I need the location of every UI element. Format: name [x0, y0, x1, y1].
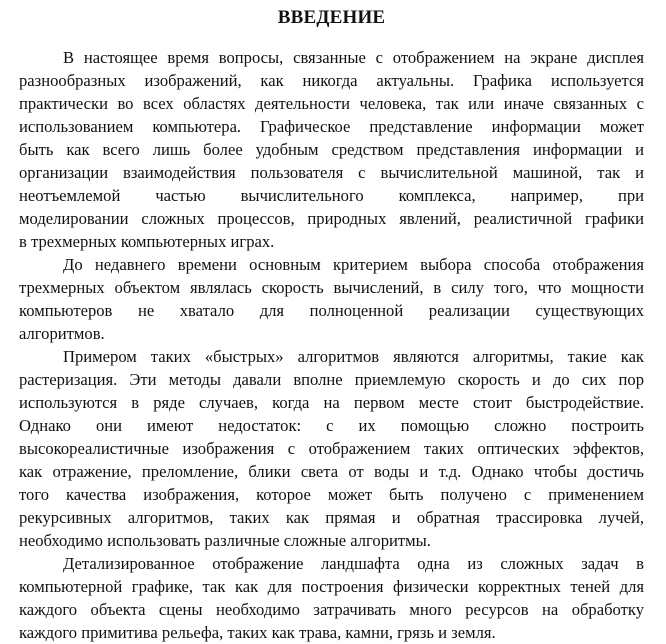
paragraph-4: [19, 552, 644, 644]
text-line: Однако они имеют недостаток: с их помощью сложно построить: [19, 416, 644, 435]
text-line: каждого примитива рельефа, таких как трава, камни, грязь и земля.: [19, 623, 496, 642]
text-line: алгоритмов.: [19, 324, 105, 343]
text-line: каждого объекта сцены необходимо затрачивать много ресурсов на обработку: [19, 600, 644, 619]
text-line: Детализированное отображение ландшафта одна из сложных задач в: [63, 554, 644, 573]
text-line: разнообразных изображений, как никогда актуальны. Графика используется: [19, 71, 644, 90]
text-line: моделировании сложных процессов, природных явлений, реалистичной графики: [19, 209, 644, 228]
text-line: рекурсивных алгоритмов, таких как прямая и обратная трассировка лучей,: [19, 508, 644, 527]
text-line: неотъемлемой частью вычислительного комплекса, например, при: [19, 186, 644, 205]
text-line: быть как всего лишь более удобным средством представления информации и: [19, 140, 644, 159]
text-line: компьютерной графике, так как для построения физически корректных теней для: [19, 577, 644, 596]
text-line: как отражение, преломление, блики света от воды и т.д. Однако чтобы достичь: [19, 462, 644, 481]
text-line: практически во всех областях деятельности человека, так или иначе связанных с: [19, 94, 644, 113]
text-line: использованием компьютера. Графическое представление информации может: [19, 117, 644, 136]
text-line: высокореалистичные изображения с отображением таких оптических эффектов,: [19, 439, 644, 458]
text-line: До недавнего времени основным критерием выбора способа отображения: [63, 255, 644, 274]
text-line: Примером таких «быстрых» алгоритмов являются алгоритмы, такие как: [63, 347, 644, 366]
paragraph-1: [19, 46, 644, 253]
text-line: в трехмерных компьютерных играх.: [19, 232, 275, 251]
text-line: растеризация. Эти методы давали вполне приемлемую скорость и до сих пор: [19, 370, 644, 389]
paragraph-2: [19, 253, 644, 345]
text-line: трехмерных объектом являлась скорость вычислений, в силу того, что мощности: [19, 278, 644, 297]
text-line: компьютеров не хватало для полноценной реализации существующих: [19, 301, 644, 320]
document-title: ВВЕДЕНИЕ: [277, 7, 386, 28]
text-line: используются в ряде случаев, когда на первом месте стоит быстродействие.: [19, 393, 644, 412]
text-line: необходимо использовать различные сложные алгоритмы.: [19, 531, 431, 550]
text-line: В настоящее время вопросы, связанные с отображением на экране дисплея: [63, 48, 644, 67]
text-line: того качества изображения, которое может быть получено с применением: [19, 485, 644, 504]
paragraph-3: [19, 345, 644, 552]
text-line: организации взаимодействия пользователя с вычислительной машиной, так и: [19, 163, 644, 182]
